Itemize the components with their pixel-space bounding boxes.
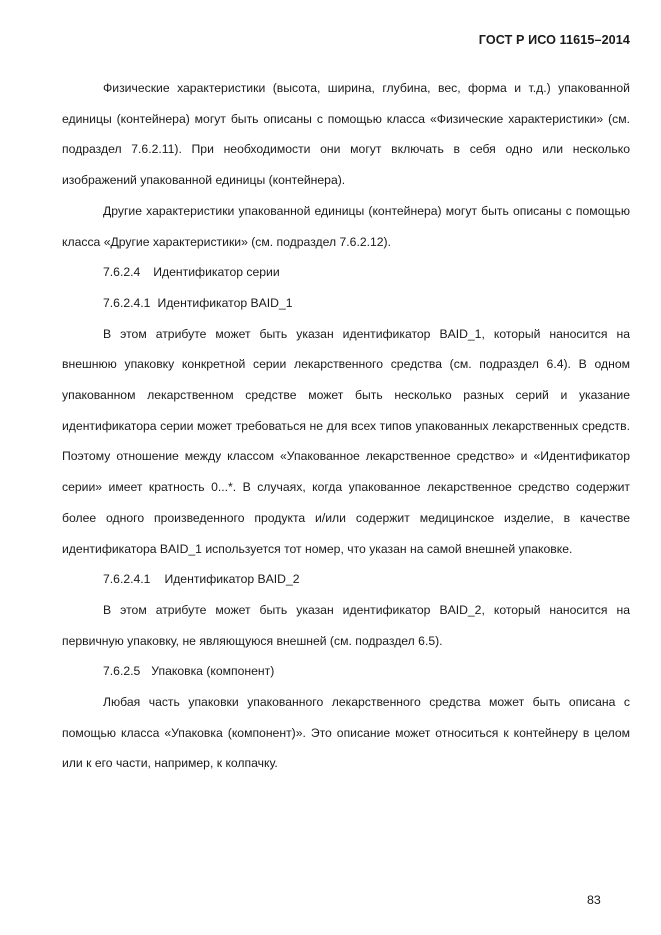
section-heading-baid-1 [62, 288, 630, 319]
section-heading-7-6-2-4 [62, 257, 630, 288]
section-number: 7.6.2.4.1 [103, 572, 151, 587]
document-body [62, 73, 630, 779]
section-heading-7-6-2-5 [62, 656, 630, 687]
paragraph-physical-characteristics: Физические характеристики (высота, ширина, глубина, вес, форма и т.д.) упакованной единицы (контейнера) могут быть описаны с помощью класса «Физические характеристики» (см. подраздел 7.6.2.11). При необходимости они могут включать в себя одно или несколько изображений упакованной единицы (контейнера). [62, 81, 630, 188]
section-number: 7.6.2.5 [103, 664, 141, 679]
paragraph-baid-1: В этом атрибуте может быть указан идентификатор BAID_1, который наносится на внешнюю упаковку конкретной серии лекарственного средства (см. подраздел 6.4). В одном упакованном лекарственном средстве может быть несколько разных серий и указание идентификатора серии может требоваться не для всех типов упакованных лекарственных средств. Поэтому отношение между классом «Упакованное лекарственное средство» и «Идентификатор серии» имеет кратность 0...*. В случаях, когда упакованное лекарственное средство содержит более одного произведенного продукта и/или содержит медицинское изделие, в качестве идентификатора BAID_1 используется тот номер, что указан на самой внешней упаковке. [62, 326, 630, 556]
section-title: Идентификатор серии [153, 265, 280, 280]
section-title: Идентификатор BAID_2 [164, 572, 300, 587]
section-number: 7.6.2.4.1 [103, 295, 151, 310]
section-title: Упаковка (компонент) [151, 664, 275, 679]
paragraph-package-component: Любая часть упаковки упакованного лекарственного средства может быть описана с помощью класса «Упаковка (компонент)». Это описание может относиться к контейнеру в целом или к его части, например, к колпачку. [62, 695, 630, 771]
section-heading-baid-2 [62, 564, 630, 595]
document-header: ГОСТ Р ИСО 11615–2014 [478, 33, 630, 47]
section-number: 7.6.2.4 [103, 265, 141, 280]
section-title: Идентификатор BAID_1 [157, 295, 293, 310]
page-number: 83 [587, 893, 601, 907]
paragraph-baid-2: В этом атрибуте может быть указан идентификатор BAID_2, который наносится на первичную упаковку, не являющуюся внешней (см. подраздел 6.5). [62, 602, 630, 648]
paragraph-other-characteristics: Другие характеристики упакованной единицы (контейнера) могут быть описаны с помощью класса «Другие характеристики» (см. подраздел 7.6.2.12). [62, 203, 630, 249]
